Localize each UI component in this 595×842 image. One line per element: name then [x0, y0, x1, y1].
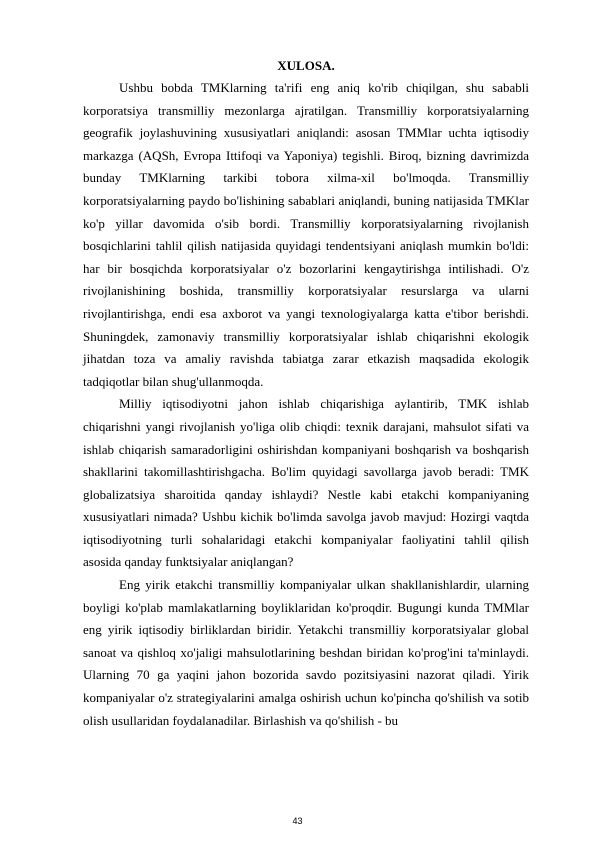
- page-number: 43: [292, 816, 303, 826]
- paragraph-1: Ushbu bobda TMKlarning ta'rifi eng aniq ko'rib chiqilgan, shu sababli korporatsiya transmilliy mezonlarga ajratilgan. Transmilliy korporatsiyalarning geografik joylashuvining xususiyatlari aniqlandi: asosan TMMlar uchta iqtisodiy markazga (AQSh, Evropa Ittifoqi va Yaponiya) tegishli. Biroq, bizning davrimizda bunday TMKlarning tarkibi tobora xilma-xil bo'lmoqda. Transmilliy korporatsiyalarning paydo bo'lishining sabablari aniqlandi, buning natijasida TMKlar ko'p yillar davomida o'sib bordi. Transmilliy korporatsiyalarning rivojlanish bosqichlarini tahlil qilish natijasida quyidagi tendentsiyani aniqlash mumkin bo'ldi: har bir bosqichda korporatsiyalar o'z bozorlarini kengaytirishga intilishadi. O'z rivojlanishining boshida, transmilliy korporatsiyalar resurslarga va ularni rivojlantirishga, endi esa axborot va yangi texnologiyalarga katta e'tibor berishdi. Shuningdek, zamonaviy transmilliy korporatsiyalar ishlab chiqarishni ekologik jihatdan toza va amaliy ravishda tabiatga zarar etkazish maqsadida ekologik tadqiqotlar bilan shug'ullanmoqda.: [83, 80, 529, 389]
- paragraph-3: Eng yirik etakchi transmilliy kompaniyalar ulkan shakllanishlardir, ularning boyligi ko'plab mamlakatlarning boyliklaridan ko'proqdir. Bugungi kunda TMMlar eng yirik iqtisodiy birliklardan biridir. Yetakchi transmilliy korporatsiyalar global sanoat va qishloq xo'jaligi mahsulotlarining beshdan biridan ko'prog'ini ta'minlaydi. Ularning 70 ga yaqini jahon bozorida savdo pozitsiyasini nazorat qiladi. Yirik kompaniyalar o'z strategiyalarini amalga oshirish uchun ko'pincha qo'shilish va sotib olish usullaridan foydalanadilar. Birlashish va qo'shilish - bu: [83, 577, 529, 728]
- section-heading: XULOSA.: [277, 58, 335, 73]
- document-page: [83, 55, 529, 732]
- paragraph-2: Milliy iqtisodiyotni jahon ishlab chiqarishiga aylantirib, TMK ishlab chiqarishni yangi rivojlanish yo'liga olib chiqdi: texnik darajani, mahsulot sifati va ishlab chiqarish samaradorligini oshirishdan kompaniyani boshqarish va boshqarish shakllarini takomillashtirishgacha. Bo'lim quyidagi savollarga javob beradi: TMK globalizatsiya sharoitida qanday ishlaydi? Nestle kabi etakchi kompaniyaning xususiyatlari nimada? Ushbu kichik bo'limda savolga javob mavjud: Hozirgi vaqtda iqtisodiyotning turli sohalaridagi etakchi kompaniyalar faoliyatini tahlil qilish asosida qanday funktsiyalar aniqlangan?: [83, 396, 529, 570]
